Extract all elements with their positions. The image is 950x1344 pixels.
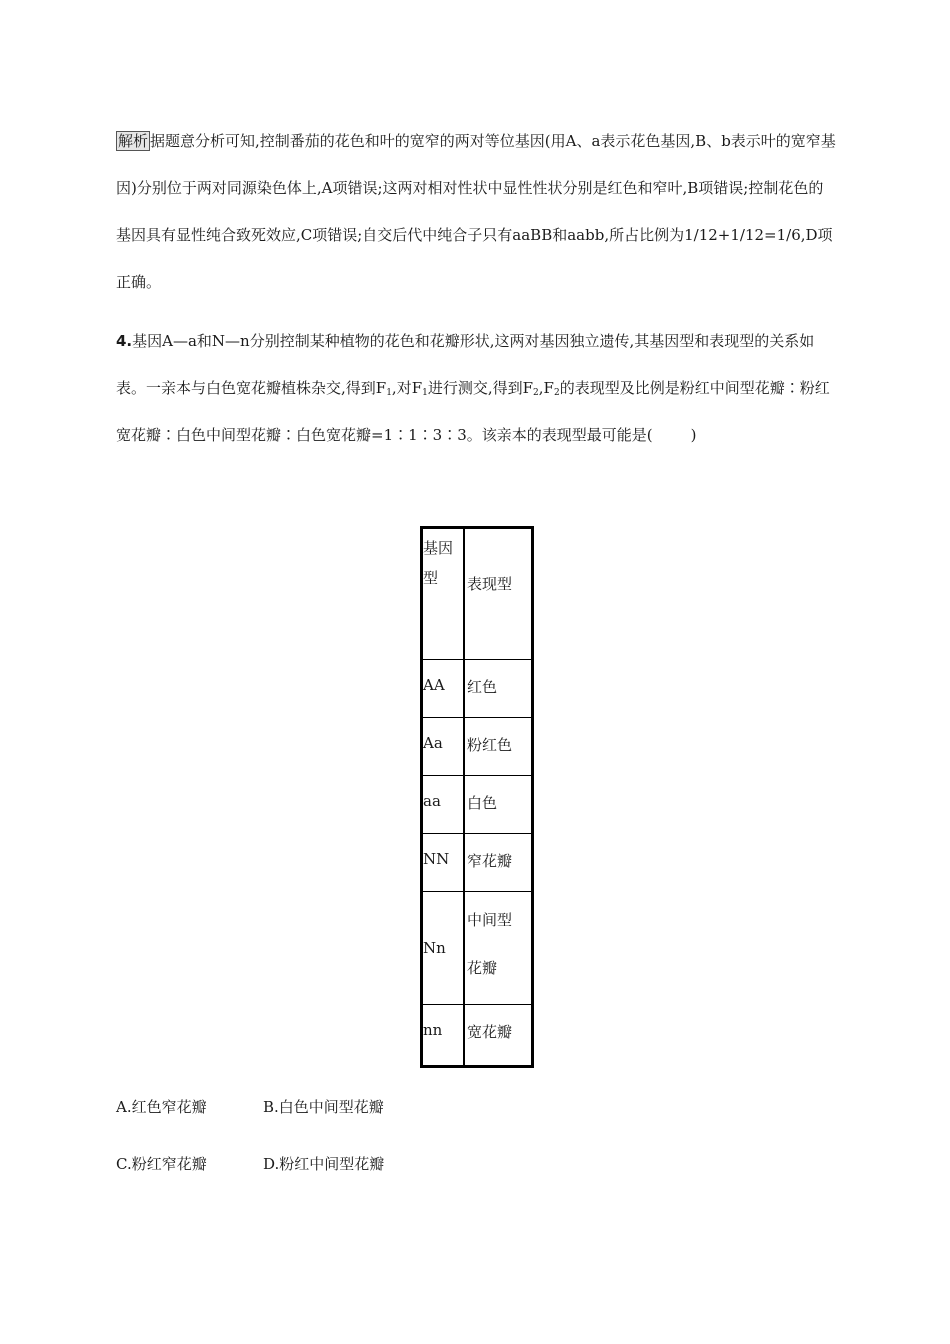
subscript-f2-a: 2	[533, 388, 539, 398]
header-genotype-line1: 基因	[423, 539, 454, 557]
question-text-5: 的表现型及比例是粉红中间型花瓣∶粉红宽花瓣∶白色中间型花瓣∶白色宽花瓣=1∶1∶3∶3。该亲本的表现型最可能是(	[116, 379, 830, 444]
genotype-cell: Nn	[422, 892, 465, 1005]
option-d[interactable]: D.粉红中间型花瓣	[263, 1155, 385, 1173]
table-row	[422, 1005, 533, 1067]
table-row	[422, 892, 533, 1005]
phenotype-cell: 白色	[464, 776, 533, 834]
analysis-paragraph	[116, 118, 836, 306]
option-a[interactable]: A.红色窄花瓣	[116, 1098, 207, 1116]
header-genotype-line2: 型	[423, 569, 439, 587]
phenotype-line1: 中间型	[467, 911, 513, 929]
table-header-row	[422, 528, 533, 660]
question-number: 4.	[116, 332, 133, 350]
table-row	[422, 834, 533, 892]
phenotype-cell: 宽花瓣	[464, 1005, 533, 1067]
question-close-paren: )	[690, 426, 697, 444]
option-b[interactable]: B.白色中间型花瓣	[263, 1098, 384, 1116]
genotype-phenotype-table	[420, 526, 534, 1068]
question-text-1: 基因A—a和N—n分别控制某种植物的花色和花瓣形状,这两对基因独立遗传,其基因型和表现型的关系如表。一亲本与白色宽花瓣植株杂交,得到F	[116, 332, 815, 397]
genotype-cell: aa	[422, 776, 465, 834]
question-paragraph	[116, 318, 836, 459]
subscript-f1-a: 1	[386, 388, 392, 398]
question-text-3: 进行测交,得到F	[427, 379, 534, 397]
analysis-tag: 解析	[118, 132, 149, 150]
genotype-cell: AA	[422, 660, 465, 718]
phenotype-cell: 红色	[464, 660, 533, 718]
option-c[interactable]: C.粉红窄花瓣	[116, 1155, 207, 1173]
question-text-2: ,对F	[391, 379, 423, 397]
phenotype-line2: 花瓣	[467, 959, 498, 977]
subscript-f1-b: 1	[422, 388, 428, 398]
phenotype-cell	[464, 892, 533, 1005]
genotype-cell: Aa	[422, 718, 465, 776]
phenotype-cell: 粉红色	[464, 718, 533, 776]
header-phenotype: 表现型	[464, 528, 533, 660]
subscript-f2-b: 2	[553, 388, 560, 398]
question-text-4: ,F	[538, 379, 554, 397]
table-row	[422, 718, 533, 776]
analysis-text: 据题意分析可知,控制番茄的花色和叶的宽窄的两对等位基因(用A、a表示花色基因,B、b表示叶的宽窄基因)分别位于两对同源染色体上,A项错误;这两对相对性状中显性性状分别是红色和窄叶,B项错误;控制花色的基因具有显性纯合致死效应,C项错误;自交后代中纯合子只有aaBB和aabb,所占比例为1/12+1/12=1/6,D项正确。	[116, 132, 836, 291]
genotype-cell: nn	[422, 1005, 465, 1067]
table-row	[422, 660, 533, 718]
header-genotype	[422, 528, 465, 660]
genotype-cell: NN	[422, 834, 465, 892]
phenotype-cell: 窄花瓣	[464, 834, 533, 892]
table-row	[422, 776, 533, 834]
